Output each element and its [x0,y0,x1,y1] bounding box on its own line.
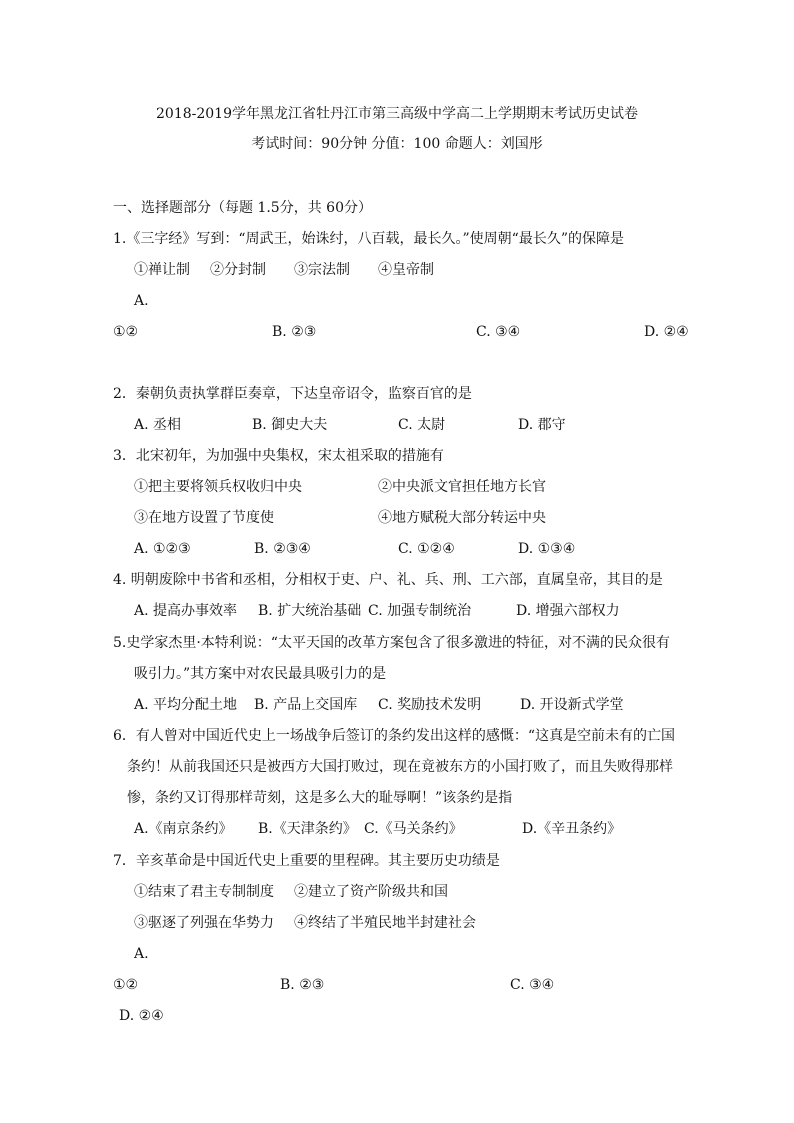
answer-option: B. 产品上交国库 [254,697,358,713]
question-stem: 6．有人曾对中国近代史上一场战争后签订的条约发出这样的感慨：“这真是空前未有的亡国 [113,728,676,744]
answer-option: C. ③④ [510,977,555,993]
exam-title: 2018-2019学年黑龙江省牡丹江市第三高级中学高二上学期期末考试历史试卷 [156,106,638,122]
statement-item: ③宗法制 [294,262,350,278]
statement-item: ③驱逐了列强在华势力 [134,915,274,931]
statement-item: ②中央派文官担任地方长官 [378,479,546,495]
question-stem: 3．北宋初年，为加强中央集权，宋太祖采取的措施有 [113,448,444,464]
answer-option: B. 扩大统治基础 [258,603,362,619]
answer-option: B. 御史大夫 [252,417,328,433]
exam-info: 考试时间：90分钟 分值：100 命题人：刘国彤 [251,136,543,152]
answer-option: A. 平均分配土地 [134,697,238,713]
answer-option: C. ①②④ [398,541,455,557]
question-stem: 吸引力。”其方案中对农民最具吸引力的是 [134,666,387,682]
answer-option: D. 增强六部权力 [516,603,620,619]
statement-item: ④皇帝制 [378,262,434,278]
answer-option: A. [134,293,149,309]
answer-option: A. [134,946,149,962]
answer-option: D. ②④ [644,324,689,340]
statement-item: ①结束了君主专制制度 [134,884,274,900]
answer-option: C. 加强专制统治 [368,603,472,619]
question-stem: 4. 明朝废除中书省和丞相，分相权于吏、户、礼、兵、刑、工六部，直属皇帝，其目的是 [113,572,663,588]
section-heading: 一、选择题部分（每题 1.5分，共 60分） [113,200,372,216]
answer-option: A. ①②③ [134,541,191,557]
answer-option: B. ②③④ [254,541,311,557]
answer-option: A. 提高办事效率 [134,603,238,619]
answer-option: A. 丞相 [134,417,182,433]
answer-option: D. 开设新式学堂 [520,697,624,713]
answer-option: D.《辛丑条约》 [522,821,622,837]
answer-option: ①② [113,977,139,993]
answer-option: D. ①③④ [518,541,576,557]
statement-item: ④地方赋税大部分转运中央 [378,510,546,526]
answer-option: C. ③④ [476,324,521,340]
answer-option: B. ②③ [280,977,325,993]
question-stem: 1.《三字经》写到：“周武王，始诛纣，八百载，最长久。”使周朝“最长久”的保障是 [113,231,624,247]
statement-item: ②分封制 [210,262,266,278]
answer-option: D. ②④ [119,1008,164,1024]
question-stem: 惨，条约又订得那样苛刻，这是多么大的耻辱啊！”该条约是指 [127,790,513,806]
question-stem: 2．秦朝负责执掌群臣奏章，下达皇帝诏令，监察百官的是 [113,386,472,402]
statement-item: ①禅让制 [134,262,190,278]
answer-option: B.《天津条约》 [258,821,357,837]
question-stem: 条约！从前我国还只是被西方大国打败过，现在竟被东方的小国打败了，而且失败得那样 [127,759,673,775]
answer-option: C. 奖励技术发明 [378,697,482,713]
statement-item: ③在地方设置了节度使 [134,510,274,526]
answer-option: D. 郡守 [518,417,566,433]
answer-option: C.《马关条约》 [364,821,463,837]
answer-option: B. ②③ [272,324,317,340]
answer-option: C. 太尉 [398,417,446,433]
answer-option: A.《南京条约》 [134,821,233,837]
statement-item: ①把主要将领兵权收归中央 [134,479,302,495]
question-stem: 5.史学家杰里·本特利说：“太平天国的改革方案包含了很多激进的特征，对不满的民众很有 [113,635,670,651]
statement-item: ②建立了资产阶级共和国 [294,884,448,900]
statement-item: ④终结了半殖民地半封建社会 [294,915,476,931]
question-stem: 7．辛亥革命是中国近代史上重要的里程碑。其主要历史功绩是 [113,853,500,869]
answer-option: ①② [113,324,139,340]
